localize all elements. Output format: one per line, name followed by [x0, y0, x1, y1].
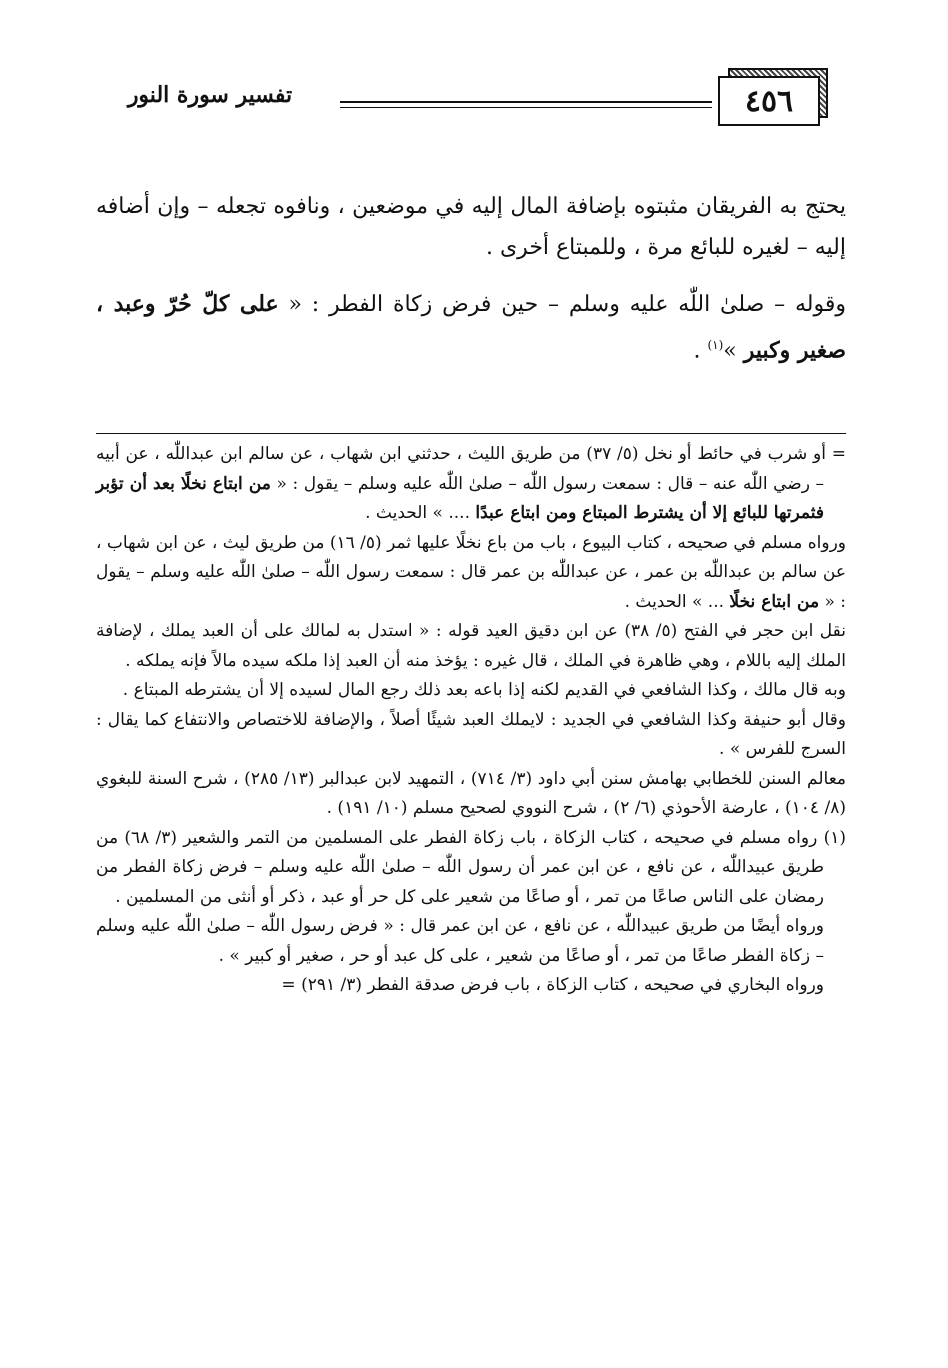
footnote-paragraph: (١) رواه مسلم في صحيحه ، كتاب الزكاة ، باب زكاة الفطر على المسلمين من التمر والشعير (٣/ ٦٨) من طريق عبيداللّٰه ، عن نافع ، عن ابن عمر أن رسول اللّٰه – صلىٰ اللّٰه عليه وسلم – فرض زكاة الفطر من رمضان على الناس صاعًا من تمر ، أو صاعًا من شعير على كل حر أو عبد ، ذكر أو أنثى من المسلمين .	[96, 827, 846, 907]
footnote-text: .... » الحديث .	[365, 503, 476, 523]
footnote-paragraph: وبه قال مالك ، وكذا الشافعي في القديم لكنه إذا باعه بعد ذلك رجع المال لسيده إلا أن يشترطه المبتاع .	[122, 680, 846, 700]
footnote-text: ورواه مسلم في صحيحه ، كتاب البيوع ، باب من باع نخلًا عليها ثمر (٥/ ١٦) من طريق ليث ، عن ابن شهاب ، عن سالم بن عبداللّٰه بن عمر ، عن عبداللّٰه بن عمر قال : سمعت رسول اللّٰه – صلىٰ اللّٰه عليه وسلم – يقول : «	[96, 532, 846, 612]
footnote-paragraph	[96, 440, 846, 529]
footnote-ref: (١)	[707, 338, 724, 352]
footnote-paragraph: ورواه البخاري في صحيحه ، كتاب الزكاة ، باب فرض صدقة الفطر (٣/ ٢٩١) =	[281, 975, 824, 995]
header-rule	[340, 101, 712, 103]
footnote-quote: من ابتاع نخلًا بعد أن تؤبر فثمرتها للبائع إلا أن يشترط المبتاع ومن ابتاع عبدًا	[96, 473, 824, 523]
header-rule-thin	[340, 107, 712, 108]
footnote-quote: من ابتاع نخلًا	[729, 591, 820, 612]
footnote-text: = أو شرب في حائط أو نخل (٥/ ٣٧) من طريق الليث ، حدثني ابن شهاب ، عن سالم ابن عبداللّٰه ، عن أبيه – رضي اللّٰه عنه – قال : سمعت رسول اللّٰه – صلىٰ اللّٰه عليه وسلم – يقول : «	[96, 444, 846, 494]
hadith-quote: على كلّ حُرّ وعبد ، صغير وكبير	[96, 291, 846, 364]
footnote-text: ... » الحديث .	[624, 591, 730, 612]
footnote-paragraph: ورواه أيضًا من طريق عبيداللّٰه ، عن نافع ، عن ابن عمر قال : « فرض رسول اللّٰه – صلىٰ اللّٰه عليه وسلم – زكاة الفطر صاعًا من تمر ، أو صاعًا من شعير ، على كل عبد أو حر ، صغير أو كبير » .	[96, 916, 824, 966]
footnote-paragraph	[96, 529, 846, 618]
footnotes	[96, 440, 846, 1001]
quote-close: »	[723, 338, 744, 364]
page-header	[0, 68, 948, 138]
sentence-end: .	[693, 338, 708, 364]
hadith-intro: وقوله – صلىٰ اللّٰه عليه وسلم – حين فرض زكاة الفطر : «	[278, 292, 846, 317]
footnote-paragraph: نقل ابن حجر في الفتح (٥/ ٣٨) عن ابن دقيق العيد قوله : « استدل به لمالك على أن العبد يملك ، لإضافة الملك إليه باللام ، وهي ظاهرة في الملك ، قال غيره : يؤخذ منه أن العبد إذا ملكه سيده مالاً فإنه يملكه .	[96, 621, 846, 671]
footnote-paragraph: وقال أبو حنيفة وكذا الشافعي في الجديد : لايملك العبد شيئًا أصلاً ، والإضافة للاختصاص والانتفاع كما يقال : السرج للفرس » .	[96, 709, 846, 759]
footnote-separator	[96, 433, 846, 434]
running-title: تفسير سورة النور	[127, 82, 293, 108]
main-text	[96, 186, 846, 387]
footnote-paragraph: معالم السنن للخطابي بهامش سنن أبي داود (٣/ ٧١٤) ، التمهيد لابن عبدالبر (١٣/ ٢٨٥) ، شرح السنة للبغوي (٨/ ١٠٤) ، عارضة الأحوذي (٦/ ٢) ، شرح النووي لصحيح مسلم (١٠/ ١٩١) .	[96, 768, 847, 818]
main-paragraph: يحتج به الفريقان مثبتوه بإضافة المال إليه في موضعين ، ونافوه تجعله – وإن أضافه إليه – لغيره للبائع مرة ، وللمبتاع أخرى .	[96, 194, 846, 260]
page-number: ٤٥٦	[718, 76, 820, 126]
main-paragraph-hadith	[96, 284, 846, 371]
